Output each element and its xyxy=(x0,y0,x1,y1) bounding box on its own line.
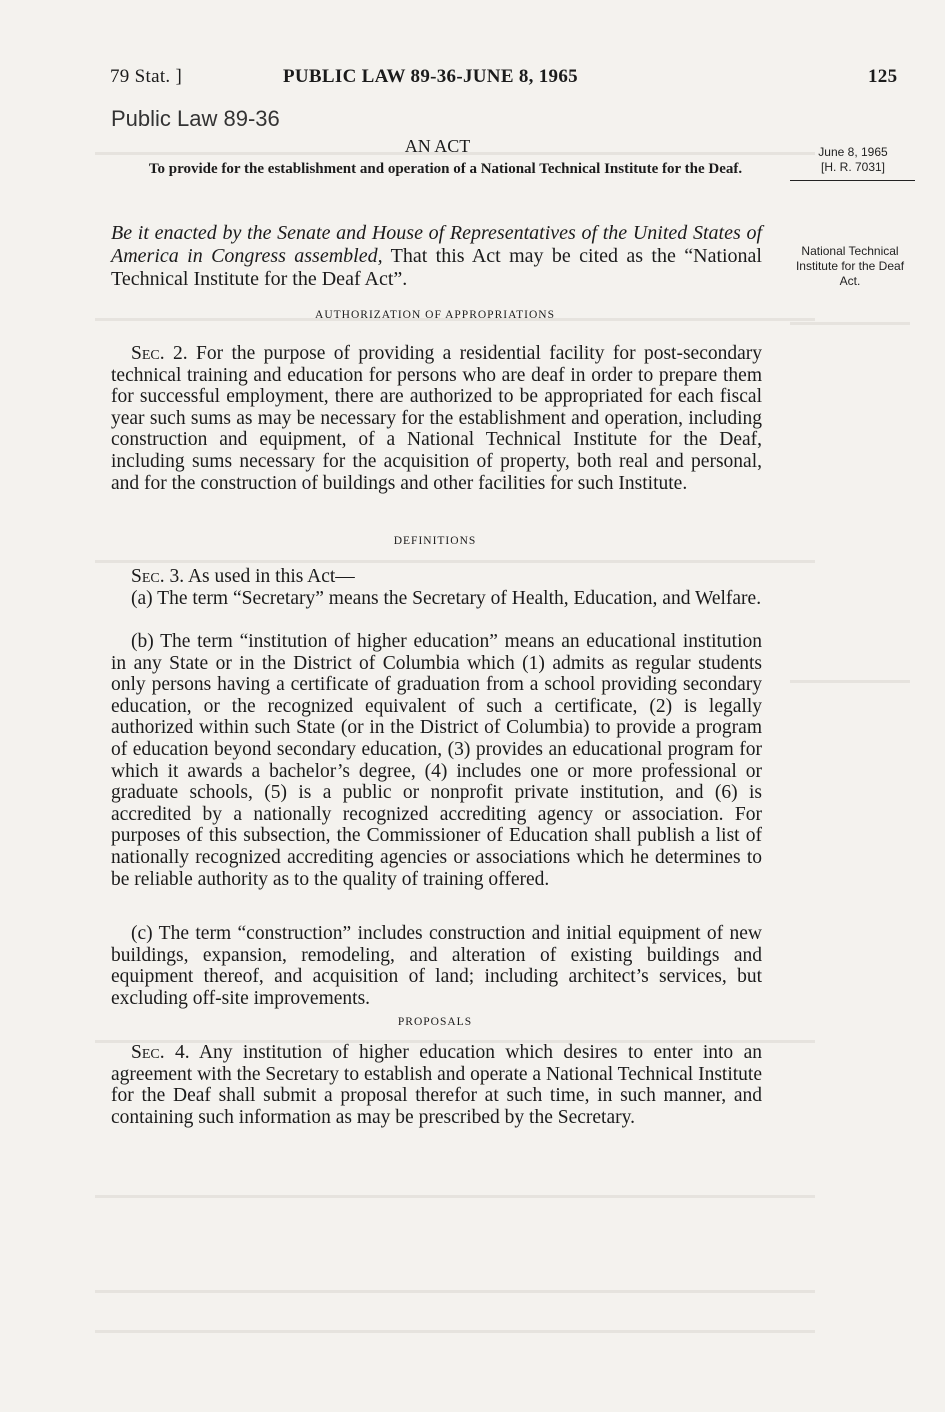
bleed-through-line xyxy=(790,322,910,325)
bleed-through-line xyxy=(95,1330,815,1333)
definition-c-text: (c) The term “construction” includes construction and initial equipment of new buildings, expansion, remodeling, and alteration of existing buildings and equipment thereof, and acquisition of land; including architect’s services, but excluding off-site improvements. xyxy=(111,923,762,1009)
definition-c xyxy=(111,923,762,1009)
enactment-date: June 8, 1965 xyxy=(818,145,888,159)
margin-note-short-title: National Technical Institute for the Deaf Act. xyxy=(795,244,905,288)
definition-a-text: (a) The term “Secretary” means the Secretary of Health, Education, and Welfare. xyxy=(131,588,762,609)
definition-a xyxy=(111,588,762,610)
section-4 xyxy=(111,1042,762,1128)
act-purpose: To provide for the establishment and operation of a National Technical Institute for the Deaf. xyxy=(148,161,743,177)
section-2 xyxy=(111,343,762,494)
bill-number: [H. R. 7031] xyxy=(820,160,886,174)
short-title-clause: That this Act may be cited as the “National Technical Institute for the Deaf Act”. xyxy=(111,245,762,290)
bleed-through-line xyxy=(95,1195,815,1198)
section-3-label: Sec. 3. xyxy=(131,566,185,587)
margin-rule xyxy=(790,180,915,181)
section-4-text: Any institution of higher education which desires to enter into an agreement with the Secretary to establish and operate a National Technical Institute for the Deaf shall submit a proposal therefor at such time, in such manner, and containing such information as may be prescribed by the Secretary. xyxy=(111,1042,762,1128)
definition-b xyxy=(111,631,762,890)
page-number: 125 xyxy=(868,66,898,87)
running-head-volume: 79 Stat. ] xyxy=(110,66,183,87)
section-2-label: Sec. 2. xyxy=(131,343,188,364)
heading-authorization: AUTHORIZATION OF APPROPRIATIONS xyxy=(315,309,555,321)
bleed-through-line xyxy=(95,1290,815,1293)
margin-note-date xyxy=(793,145,913,175)
enacting-clause xyxy=(111,222,762,291)
act-label: AN ACT xyxy=(404,136,471,156)
bleed-through-line xyxy=(95,560,815,563)
section-2-text: For the purpose of providing a residential facility for post-secondary technical training and education for persons who are deaf in order to prepare them for successful employment, there are authorized to be appropriated for each fiscal year such sums as may be necessary for the establishment and operation, including construction and equipment, of a National Technical Institute for the Deaf, including sums necessary for the acquisition of property, both real and personal, and for the construction of buildings and other facilities for such Institute. xyxy=(111,343,763,494)
heading-proposals: PROPOSALS xyxy=(397,1016,473,1028)
section-4-label: Sec. 4. xyxy=(131,1042,190,1063)
section-3-intro-text: As used in this Act— xyxy=(187,566,355,587)
public-law-number: Public Law 89-36 xyxy=(111,106,280,131)
definition-b-text: (b) The term “institution of higher education” means an educational institution in any State or in the District of Columbia which (1) admits as regular students only persons having a certificate of graduation from a school providing secondary education, or the recognized equivalent of such a certificate, (2) is legally authorized within such State (or in the District of Columbia) to provide a program of education beyond secondary education, (3) provides an educational program for which it awards a bachelor’s degree, (4) includes one or more professional or graduate schools, (5) is a public or nonprofit private institution, and (6) is accredited by a nationally recognized accrediting agency or association. For purposes of this subsection, the Commissioner of Education shall publish a list of nationally recognized accrediting agencies or associations which he determines to be reliable authority as to the quality of training offered. xyxy=(111,631,762,890)
heading-definitions: DEFINITIONS xyxy=(393,535,477,547)
section-3-intro xyxy=(111,566,762,588)
enacting-formula: Be it enacted by the Senate and House of Representatives of the United States of America in Congress assembled, xyxy=(111,222,762,267)
bleed-through-line xyxy=(790,680,910,683)
running-head-title: PUBLIC LAW 89-36-JUNE 8, 1965 xyxy=(283,66,578,87)
